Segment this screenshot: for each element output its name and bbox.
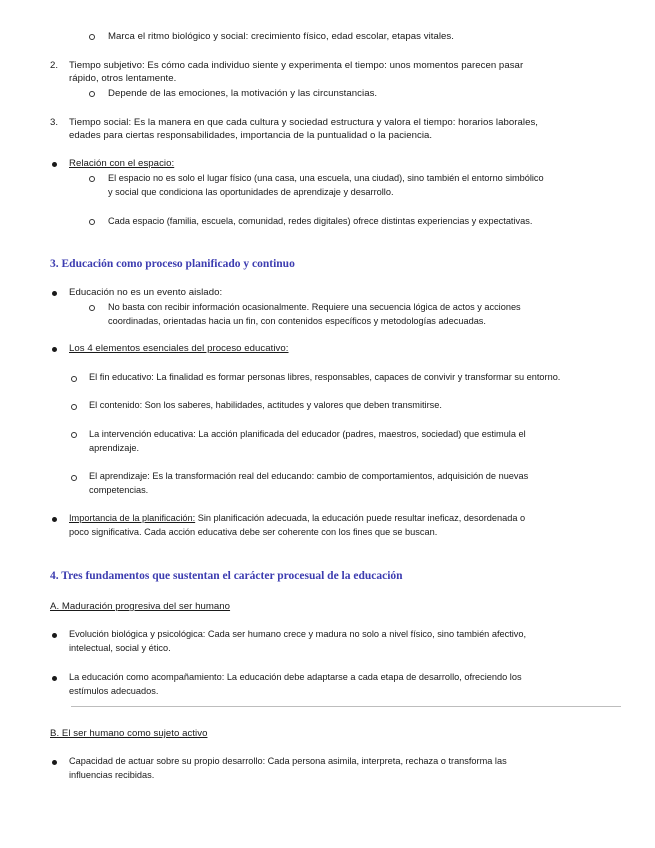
bullet-dot: [52, 291, 57, 296]
sub-bullet-circle: [89, 305, 95, 311]
item-2-sub: Depende de las emociones, la motivación y las circunstancias.: [108, 88, 378, 99]
b1-line2: influencias recibidas.: [69, 770, 155, 780]
a2-line2: estímulos adecuados.: [69, 686, 159, 696]
element-contenido: El contenido: Son los saberes, habilidades, actitudes y valores que deben transmitirse.: [89, 400, 442, 410]
planificacion-title: Importancia de la planificación:: [69, 513, 196, 523]
espacio-sub2: Cada espacio (familia, escuela, comunidad, redes digitales) ofrece distintas experiencias y expectativas.: [108, 216, 533, 226]
bullet-dot: [52, 162, 57, 167]
item-2-line2: rápido, otros lentamente.: [69, 73, 177, 84]
bullet-dot: [52, 760, 57, 765]
item-3-number: 3.: [50, 117, 59, 128]
element-intervencion-line1: La intervención educativa: La acción planificada del educador (padres, maestros, sociedad) que estimula el: [89, 429, 526, 439]
sub-bullet-circle: [71, 475, 77, 481]
s3-bullet1-sub-line1: No basta con recibir información ocasionalmente. Requiere una secuencia lógica de actos y acciones: [108, 302, 521, 312]
item-3-line2: edades para ciertas responsabilidades, importancia de la puntualidad o la paciencia.: [69, 130, 433, 141]
subsection-b-title: B. El ser humano como sujeto activo: [50, 728, 208, 739]
section-3-heading: 3. Educación como proceso planificado y continuo: [50, 258, 295, 270]
element-fin-educativo: El fin educativo: La finalidad es formar personas libres, responsables, capaces de convivir y transformar su entorno.: [89, 372, 561, 382]
sub-bullet-circle: [71, 376, 77, 382]
sub-bullet-circle: [89, 176, 95, 182]
item-2-line1: Tiempo subjetivo: Es cómo cada individuo siente y experimenta el tiempo: unos momentos parecen pasar: [69, 60, 524, 71]
horizontal-divider: [71, 706, 621, 707]
s3-bullet3-line1: [69, 513, 525, 523]
element-intervencion-line2: aprendizaje.: [89, 443, 140, 453]
b1-line1: Capacidad de actuar sobre su propio desarrollo: Cada persona asimila, interpreta, rechaza o transforma las: [69, 756, 507, 766]
s3-bullet1: Educación no es un evento aislado:: [69, 287, 223, 298]
espacio-title: Relación con el espacio:: [69, 158, 175, 169]
element-aprendizaje-line2: competencias.: [89, 485, 149, 495]
bullet-dot: [52, 517, 57, 522]
element-aprendizaje-line1: El aprendizaje: Es la transformación real del educando: cambio de comportamientos, adquisición de nuevas: [89, 471, 529, 481]
a2-line1: La educación como acompañamiento: La educación debe adaptarse a cada etapa de desarrollo, ofreciendo los: [69, 672, 522, 682]
sub-bullet-circle: [89, 219, 95, 225]
top-sub-text: Marca el ritmo biológico y social: crecimiento físico, edad escolar, etapas vitales.: [108, 31, 454, 42]
bullet-dot: [52, 347, 57, 352]
a1-line1: Evolución biológica y psicológica: Cada ser humano crece y madura no solo a nivel físico, sino también afectivo,: [69, 629, 527, 639]
a1-line2: intelectual, social y ético.: [69, 643, 171, 653]
s3-bullet1-sub-line2: coordinadas, orientadas hacia un fin, con contenidos específicos y metodologías adecuadas.: [108, 316, 486, 326]
planificacion-text: Sin planificación adecuada, la educación puede resultar ineficaz, desordenada o: [195, 513, 526, 523]
sub-bullet-circle: [71, 404, 77, 410]
espacio-sub1-line2: y social que condiciona las oportunidades de aprendizaje y desarrollo.: [108, 187, 394, 197]
bullet-dot: [52, 633, 57, 638]
subsection-a-title: A. Maduración progresiva del ser humano: [50, 601, 231, 612]
sub-bullet-circle: [71, 432, 77, 438]
sub-bullet-circle: [89, 91, 95, 97]
s3-bullet3-line2: poco significativa. Cada acción educativa debe ser coherente con los fines que se buscan.: [69, 527, 438, 537]
sub-bullet-circle: [89, 34, 95, 40]
espacio-sub1-line1: El espacio no es solo el lugar físico (una casa, una escuela, una ciudad), sino también el entorno simbólico: [108, 173, 544, 183]
s3-bullet2: Los 4 elementos esenciales del proceso educativo:: [69, 343, 289, 354]
bullet-dot: [52, 676, 57, 681]
section-4-heading: 4. Tres fundamentos que sustentan el carácter procesual de la educación: [50, 570, 403, 582]
item-2-number: 2.: [50, 60, 59, 71]
item-3-line1: Tiempo social: Es la manera en que cada cultura y sociedad estructura y valora el tiempo: horarios laborales,: [69, 117, 539, 128]
